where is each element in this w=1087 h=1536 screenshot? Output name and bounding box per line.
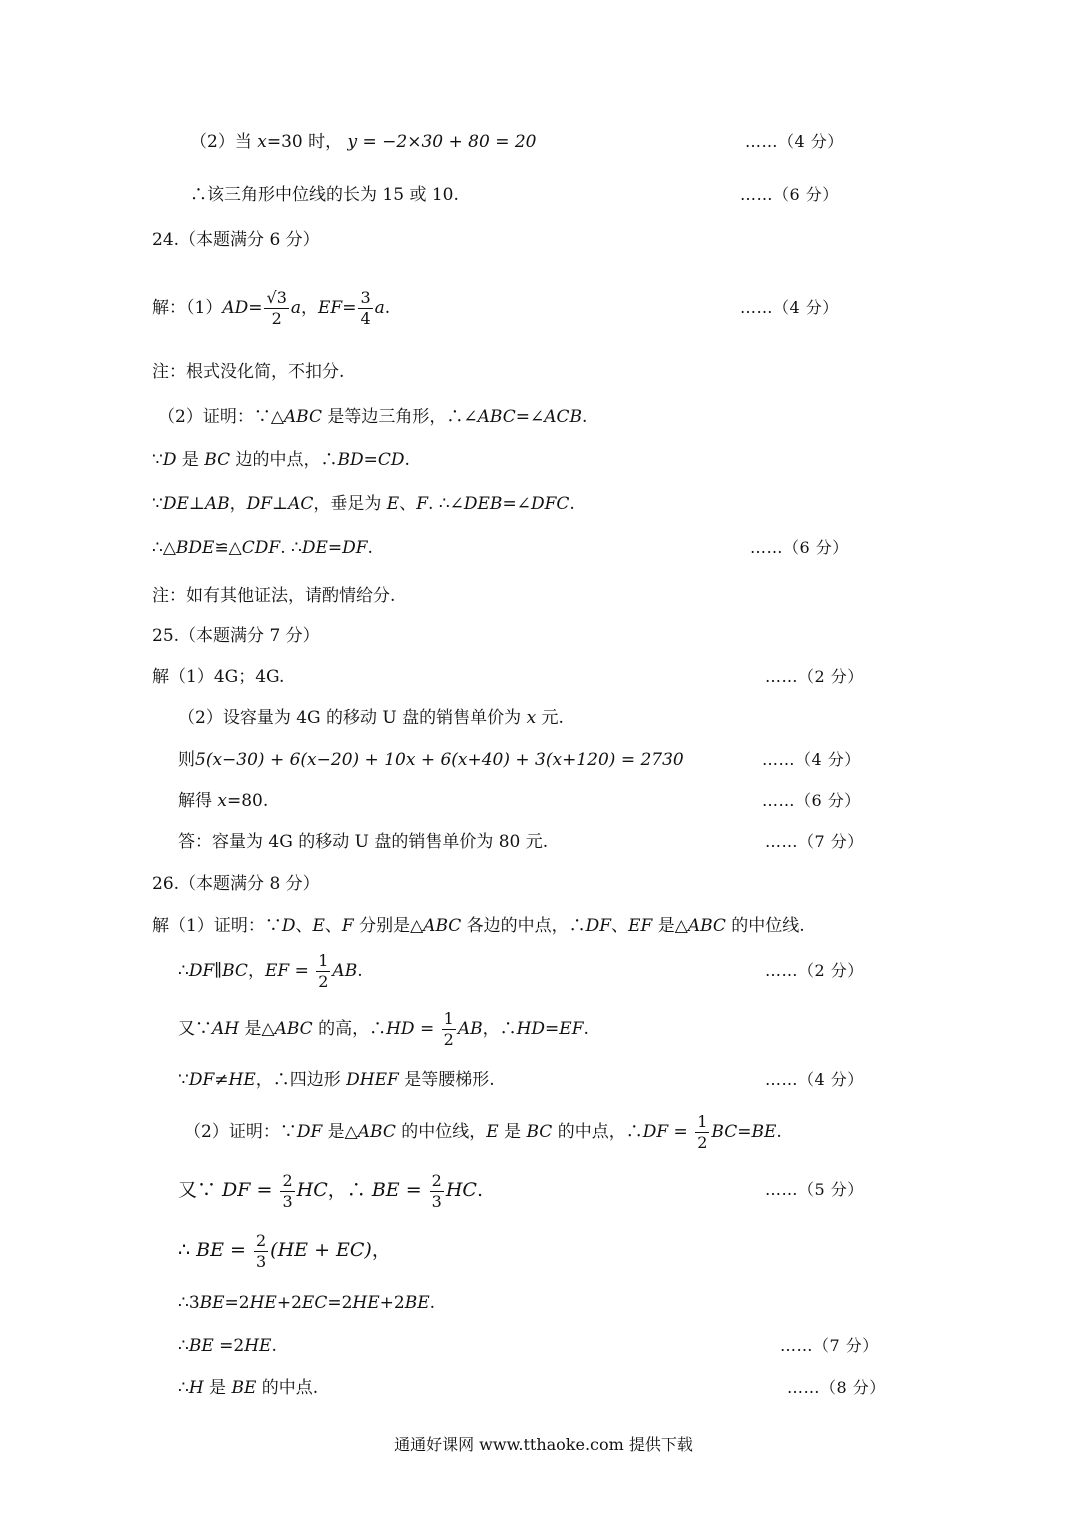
- answer-line: [0, 1060, 1087, 1100]
- score-mark: ……（6 分）: [740, 185, 839, 204]
- line-text: .: [367, 538, 373, 558]
- var: E: [486, 1122, 499, 1142]
- var: DE: [162, 494, 189, 514]
- answer-line: [0, 1224, 1087, 1276]
- equation: y = −2×30 + 80 = 20: [347, 132, 537, 152]
- line-text: ∴: [178, 1378, 189, 1398]
- note-line: [0, 352, 1087, 392]
- var: EF=: [318, 298, 357, 318]
- note-line: [0, 576, 1087, 616]
- var: EC: [301, 1293, 328, 1313]
- score-mark: ……（5 分）: [765, 1180, 864, 1199]
- fraction: [442, 1011, 456, 1048]
- line-text: 解（1）证明：∵: [152, 916, 282, 936]
- line-text: +2: [379, 1293, 405, 1313]
- answer-line: [0, 1283, 1087, 1323]
- fraction: [316, 953, 330, 990]
- var: HC: [445, 1179, 477, 1201]
- answer-line: [0, 440, 1087, 480]
- answer-line: [0, 278, 1087, 338]
- var: AD=: [222, 298, 263, 318]
- numerator: 2: [282, 1170, 293, 1190]
- line-text: 、: [611, 916, 629, 936]
- denominator: 2: [697, 1133, 708, 1152]
- page-footer: 通通好课网 www.tthaoke.com 提供下载: [394, 1435, 693, 1454]
- answer-line: [0, 1106, 1087, 1158]
- answer-line: [0, 657, 1087, 697]
- line-text: +2: [276, 1293, 302, 1313]
- answer-line: [0, 175, 1087, 215]
- line-text: ∥: [214, 961, 223, 981]
- line-text: =: [289, 961, 315, 981]
- line-text: ∴3: [178, 1293, 200, 1313]
- score-mark: ……（2 分）: [765, 961, 864, 980]
- question-heading: [0, 220, 1087, 260]
- line-text: .: [429, 1293, 436, 1313]
- line-text: 注：根式没化简，不扣分.: [152, 362, 345, 382]
- answer-line: [0, 484, 1087, 524]
- fraction: [358, 290, 372, 327]
- answer-line: [0, 1164, 1087, 1216]
- var: F: [416, 494, 429, 514]
- answer-line: [0, 906, 1087, 946]
- line-text: .: [357, 961, 363, 981]
- var: a: [374, 298, 385, 318]
- var: E: [312, 916, 325, 936]
- line-text: =: [399, 1179, 428, 1201]
- fraction: [254, 1230, 268, 1271]
- var: EF: [628, 916, 653, 936]
- line-text: 是△: [652, 916, 688, 936]
- var: HE: [249, 1293, 277, 1313]
- line-text: =2: [224, 1293, 250, 1313]
- var: ABC: [283, 407, 322, 427]
- line-text: ，: [371, 1239, 391, 1261]
- answer-line: [0, 781, 1087, 821]
- question-heading: [0, 864, 1087, 904]
- line-text: ，: [301, 298, 319, 318]
- line-text: .: [384, 298, 391, 318]
- var: BDE: [175, 538, 215, 558]
- denominator: 3: [431, 1191, 442, 1211]
- score-mark: ……（4 分）: [745, 132, 844, 151]
- line-text: =: [250, 1179, 279, 1201]
- numerator: 2: [431, 1170, 442, 1190]
- denominator: 2: [443, 1030, 454, 1049]
- fraction: [280, 1170, 294, 1211]
- answer-line: [0, 945, 1087, 997]
- line-text: 注：如有其他证法，请酌情给分.: [152, 586, 396, 606]
- var: F: [341, 916, 354, 936]
- equation: 5(x−30) + 6(x−20) + 10x + 6(x+40) + 3(x+120) = 2730: [195, 750, 684, 770]
- line-text: ⊥: [272, 494, 289, 514]
- var: DF: [188, 1070, 215, 1090]
- line-text: 24.（本题满分 6 分）: [152, 230, 320, 250]
- line-text: =2: [213, 1336, 245, 1356]
- fraction: [695, 1114, 709, 1151]
- line-text: ，∴四边形: [255, 1070, 347, 1090]
- var: x: [217, 791, 227, 811]
- line-text: .: [404, 450, 410, 470]
- line-text: =30 时，: [266, 132, 343, 152]
- answer-line: [0, 698, 1087, 738]
- line-text: 是等边三角形，∴∠: [321, 407, 478, 427]
- var: x: [526, 708, 537, 728]
- var: D: [162, 450, 177, 470]
- line-text: .: [583, 1019, 589, 1039]
- var: DF: [585, 916, 612, 936]
- line-text: 的中位线，: [395, 1122, 487, 1142]
- var: AH: [212, 1019, 240, 1039]
- var: ABC: [423, 916, 462, 936]
- line-text: 各边的中点，∴: [461, 916, 586, 936]
- var: D: [281, 916, 296, 936]
- var: AB: [457, 1019, 483, 1039]
- var: BE: [231, 1378, 257, 1398]
- line-text: 又∵: [178, 1019, 212, 1039]
- var: DF: [188, 961, 215, 981]
- answer-line: [0, 740, 1087, 780]
- var: CDF: [241, 538, 281, 558]
- numerator: 1: [318, 951, 329, 970]
- line-text: 分别是△: [353, 916, 424, 936]
- var: BC: [222, 961, 248, 981]
- var: HC: [296, 1179, 328, 1201]
- line-text: . ∴: [280, 538, 302, 558]
- line-text: 是等腰梯形.: [398, 1070, 495, 1090]
- score-mark: ……（2 分）: [765, 667, 864, 686]
- numerator: 3: [360, 288, 371, 307]
- denominator: 2: [318, 972, 329, 991]
- var: ABC: [357, 1122, 396, 1142]
- line-text: 的中点，∴: [552, 1122, 643, 1142]
- line-text: ，∴: [482, 1019, 517, 1039]
- score-mark: ……（4 分）: [762, 750, 861, 769]
- score-mark: ……（4 分）: [740, 298, 839, 317]
- var: HE: [244, 1336, 272, 1356]
- var: HE: [228, 1070, 256, 1090]
- var: EF: [264, 961, 290, 981]
- line-text: ∵: [152, 494, 163, 514]
- line-text: ∵: [152, 450, 163, 470]
- var: x: [257, 132, 267, 152]
- var: BE: [404, 1293, 430, 1313]
- line-text: 、: [324, 916, 342, 936]
- line-text: .: [569, 494, 575, 514]
- line-text: 答：容量为 4G 的移动 U 盘的销售单价为 80 元.: [178, 832, 549, 852]
- var: BE: [188, 1336, 214, 1356]
- line-text: 的中位线.: [725, 916, 805, 936]
- line-text: ∴: [178, 1239, 197, 1261]
- var: DEB: [463, 494, 503, 514]
- var: BE: [199, 1293, 225, 1313]
- denominator: 3: [255, 1251, 267, 1271]
- var: BE: [196, 1239, 224, 1261]
- denominator: 3: [282, 1191, 293, 1211]
- line-text: =∠: [515, 407, 545, 427]
- line-text: ∴该三角形中位线的长为 15 或 10.: [190, 185, 459, 205]
- answer-line: [0, 1003, 1087, 1055]
- answer-line: [0, 397, 1087, 437]
- var: BD=CD: [337, 450, 405, 470]
- line-text: （2）证明：∵△: [158, 407, 284, 427]
- line-text: 又∵: [178, 1179, 223, 1201]
- line-text: =2: [327, 1293, 353, 1313]
- line-text: ≠: [214, 1070, 229, 1090]
- var: ACB: [544, 407, 583, 427]
- line-text: （2）证明：∵: [184, 1122, 297, 1142]
- line-text: 25.（本题满分 7 分）: [152, 626, 320, 646]
- answer-line: [0, 528, 1087, 568]
- line-text: ∵: [178, 1070, 189, 1090]
- line-text: ∴: [178, 1336, 189, 1356]
- line-text: （2）当: [190, 132, 258, 152]
- score-mark: ……（8 分）: [787, 1378, 886, 1397]
- answer-line: [0, 1326, 1087, 1366]
- var: HD=EF: [516, 1019, 584, 1039]
- line-text: 是△: [239, 1019, 275, 1039]
- line-text: ∴: [178, 961, 189, 981]
- answer-line: [0, 1368, 1087, 1408]
- line-text: =∠: [502, 494, 531, 514]
- line-text: 的高，∴: [312, 1019, 387, 1039]
- var: E: [386, 494, 400, 514]
- answer-line: [0, 122, 1087, 162]
- line-text: .: [776, 1122, 782, 1142]
- numerator: 1: [443, 1009, 454, 1028]
- var: AB: [204, 494, 230, 514]
- line-text: =: [668, 1122, 694, 1142]
- var: ABC: [274, 1019, 313, 1039]
- score-mark: ……（7 分）: [765, 832, 864, 851]
- line-text: =: [223, 1239, 252, 1261]
- sqrt-radicand: 3: [276, 288, 287, 307]
- line-text: ，: [247, 961, 265, 981]
- var: AC: [288, 494, 314, 514]
- var: H: [188, 1378, 204, 1398]
- line-text: 元.: [536, 708, 564, 728]
- var: ABC: [687, 916, 726, 936]
- line-text: ，垂足为: [313, 494, 387, 514]
- score-mark: ……（7 分）: [780, 1336, 879, 1355]
- numerator: 1: [697, 1112, 708, 1131]
- line-text: 是: [498, 1122, 527, 1142]
- line-text: =80.: [227, 791, 269, 811]
- line-text: 、: [399, 494, 417, 514]
- score-mark: ……（4 分）: [765, 1070, 864, 1089]
- var: DHEF: [346, 1070, 399, 1090]
- line-text: ⊥: [188, 494, 205, 514]
- line-text: =: [414, 1019, 440, 1039]
- line-text: 则: [178, 750, 195, 770]
- line-text: .: [476, 1179, 483, 1201]
- var: (HE + EC): [270, 1239, 372, 1261]
- var: BC: [204, 450, 231, 470]
- var: AB: [332, 961, 358, 981]
- var: DF: [296, 1122, 323, 1142]
- var: DF: [642, 1122, 669, 1142]
- var: DF: [246, 494, 273, 514]
- line-text: 、: [295, 916, 313, 936]
- fraction: [430, 1170, 444, 1211]
- score-mark: ……（6 分）: [762, 791, 861, 810]
- var: DE=DF: [301, 538, 368, 558]
- denominator: 2: [271, 309, 282, 328]
- var: DF: [222, 1179, 251, 1201]
- line-text: 的中点.: [256, 1378, 319, 1398]
- line-text: 是: [176, 450, 205, 470]
- line-text: ∴△: [152, 538, 176, 558]
- answer-line: [0, 822, 1087, 862]
- var: BE: [371, 1179, 400, 1201]
- line-text: .: [271, 1336, 277, 1356]
- var: HD: [386, 1019, 415, 1039]
- question-heading: [0, 616, 1087, 656]
- line-text: ，∴: [327, 1179, 372, 1201]
- var: BC=BE: [711, 1122, 777, 1142]
- var: DFC: [530, 494, 570, 514]
- numerator: 2: [255, 1230, 267, 1250]
- line-text: （2）设容量为 4G 的移动 U 盘的销售单价为: [178, 708, 527, 728]
- line-text: . ∴∠: [428, 494, 464, 514]
- line-text: 解（1）4G；4G.: [152, 667, 285, 687]
- line-text: 解得: [178, 791, 218, 811]
- var: HE: [352, 1293, 380, 1313]
- score-mark: ……（6 分）: [750, 538, 849, 557]
- denominator: 4: [360, 309, 371, 328]
- line-text: 解：（1）: [152, 298, 223, 318]
- line-text: 是△: [322, 1122, 358, 1142]
- var: ABC: [477, 407, 516, 427]
- line-text: .: [582, 407, 588, 427]
- fraction: $\frac{√3}{2}$: [266, 288, 287, 328]
- var: BC: [526, 1122, 553, 1142]
- line-text: 是: [203, 1378, 232, 1398]
- line-text: 边的中点，∴: [230, 450, 338, 470]
- line-text: ，: [229, 494, 247, 514]
- var: a: [290, 298, 302, 318]
- line-text: ≌△: [214, 538, 242, 558]
- line-text: 26.（本题满分 8 分）: [152, 874, 320, 894]
